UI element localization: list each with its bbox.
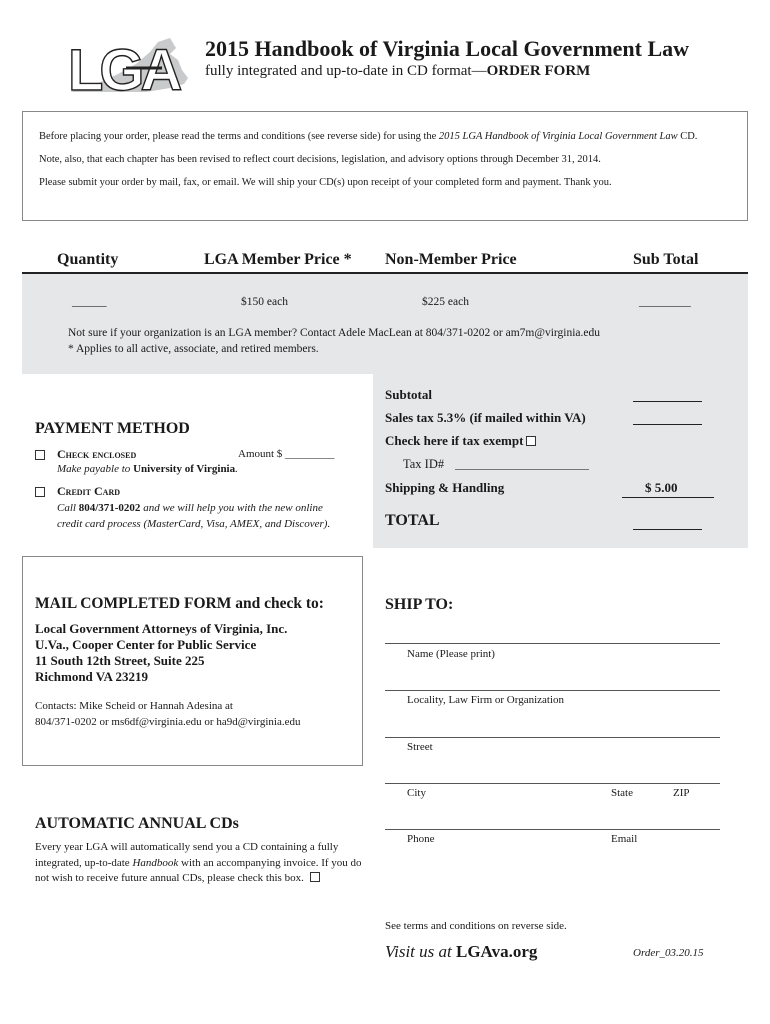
mail-heading: MAIL COMPLETED FORM and check to: [35,595,324,612]
member-price: $150 each [241,296,288,308]
ship-to-heading: SHIP TO: [385,596,454,613]
member-footnote: * Applies to all active, associate, and retired members. [68,343,319,355]
lga-logo [66,34,192,96]
street-label: Street [407,741,433,753]
quantity-header: Quantity [57,251,119,268]
check-enclosed-label: Check enclosed [57,447,137,461]
tax-exempt-label: Check here if tax exempt [385,433,536,449]
tax-id-line[interactable] [455,469,589,470]
opt-out-checkbox[interactable] [310,872,320,882]
subtotal-line[interactable] [633,388,702,402]
svg-text:LGA: LGA [68,38,179,96]
page-subtitle: fully integrated and up-to-date in CD format—ORDER FORM [205,63,591,79]
tax-exempt-checkbox[interactable] [526,436,536,446]
address-line: Local Government Attorneys of Virginia, Inc. [35,621,288,636]
membership-note: Not sure if your organization is an LGA member? Contact Adele MacLean at 804/371-0202 or am7m@virginia.edu [68,327,601,339]
state-label: State [611,787,633,799]
intro-paragraph-terms: Before placing your order, please read the terms and conditions (see reverse side) for using the 2015 LGA Handbook of Virginia Local Government Law CD. [39,131,698,142]
credit-card-checkbox[interactable] [35,487,45,497]
intro-box [22,111,748,221]
total-label: TOTAL [385,512,440,529]
payable-to: Make payable to University of Virginia. [57,463,238,475]
payment-heading: PAYMENT METHOD [35,420,190,437]
pricing-panel [22,274,748,374]
automatic-heading: AUTOMATIC ANNUAL CDs [35,815,239,832]
zip-label: ZIP [673,787,690,799]
nonmember-price-header: Non-Member Price [385,251,517,268]
intro-paragraph-revision: Note, also, that each chapter has been revised to reflect court decisions, legislation, and advisory options through December 31, 2014. [39,154,601,165]
street-field[interactable] [385,737,720,738]
check-enclosed-checkbox[interactable] [35,450,45,460]
nonmember-price: $225 each [422,296,469,308]
visit-line: Visit us at LGAva.org [385,942,538,961]
shipping-label: Shipping & Handling [385,480,505,495]
phone-label: Phone [407,833,435,845]
member-price-header: LGA Member Price * [204,251,352,268]
website-link[interactable]: LGAva.org [456,942,538,961]
locality-label: Locality, Law Firm or Organization [407,694,565,706]
address-line: 11 South 12th Street, Suite 225 [35,653,205,668]
shipping-line [622,497,714,498]
automatic-text: Every year LGA will automatically send you a CD containing a fully integrated, up-to-date Handbook with an accompanying invoice. If you do not wish to receive future annual CDs, please check this box. [35,841,362,884]
locality-field[interactable] [385,690,720,691]
name-field[interactable] [385,643,720,644]
sales-tax-line[interactable] [633,411,702,425]
contacts-line: Contacts: Mike Scheid or Hannah Adesina at [35,700,233,712]
phone-email-field[interactable] [385,829,720,830]
subtotal-field[interactable]: _________ [639,296,691,308]
quantity-field[interactable]: ______ [72,296,107,308]
shipping-value: $ 5.00 [645,480,678,495]
email-label: Email [611,833,638,845]
amount-field[interactable]: Amount $ _________ [238,448,335,460]
address-line: U.Va., Cooper Center for Public Service [35,637,257,652]
intro-paragraph-submit: Please submit your order by mail, fax, or email. We will ship your CD(s) upon receipt of your completed form and payment. Thank you. [39,177,612,188]
credit-card-label: Credit Card [57,484,121,498]
tax-id-label: Tax ID# [403,457,445,471]
name-label: Name (Please print) [407,648,495,660]
total-line[interactable] [633,515,702,530]
sales-tax-label: Sales tax 5.3% (if mailed within VA) [385,410,586,425]
subtotal-header: Sub Total [633,251,699,268]
city-label: City [407,787,426,799]
credit-card-instructions: Call 804/371-0202 and we will help you with the new online [57,502,323,514]
order-code: Order_03.20.15 [633,947,704,959]
city-state-zip-field[interactable] [385,783,720,784]
credit-card-instructions-2: credit card process (MasterCard, Visa, AMEX, and Discover). [57,518,331,530]
address-line: Richmond VA 23219 [35,669,148,684]
subtotal-label: Subtotal [385,387,432,402]
terms-note: See terms and conditions on reverse side. [385,920,567,932]
page-title: 2015 Handbook of Virginia Local Government Law [205,36,690,61]
contacts-line: 804/371-0202 or ms6df@virginia.edu or ha9d@virginia.edu [35,716,301,728]
